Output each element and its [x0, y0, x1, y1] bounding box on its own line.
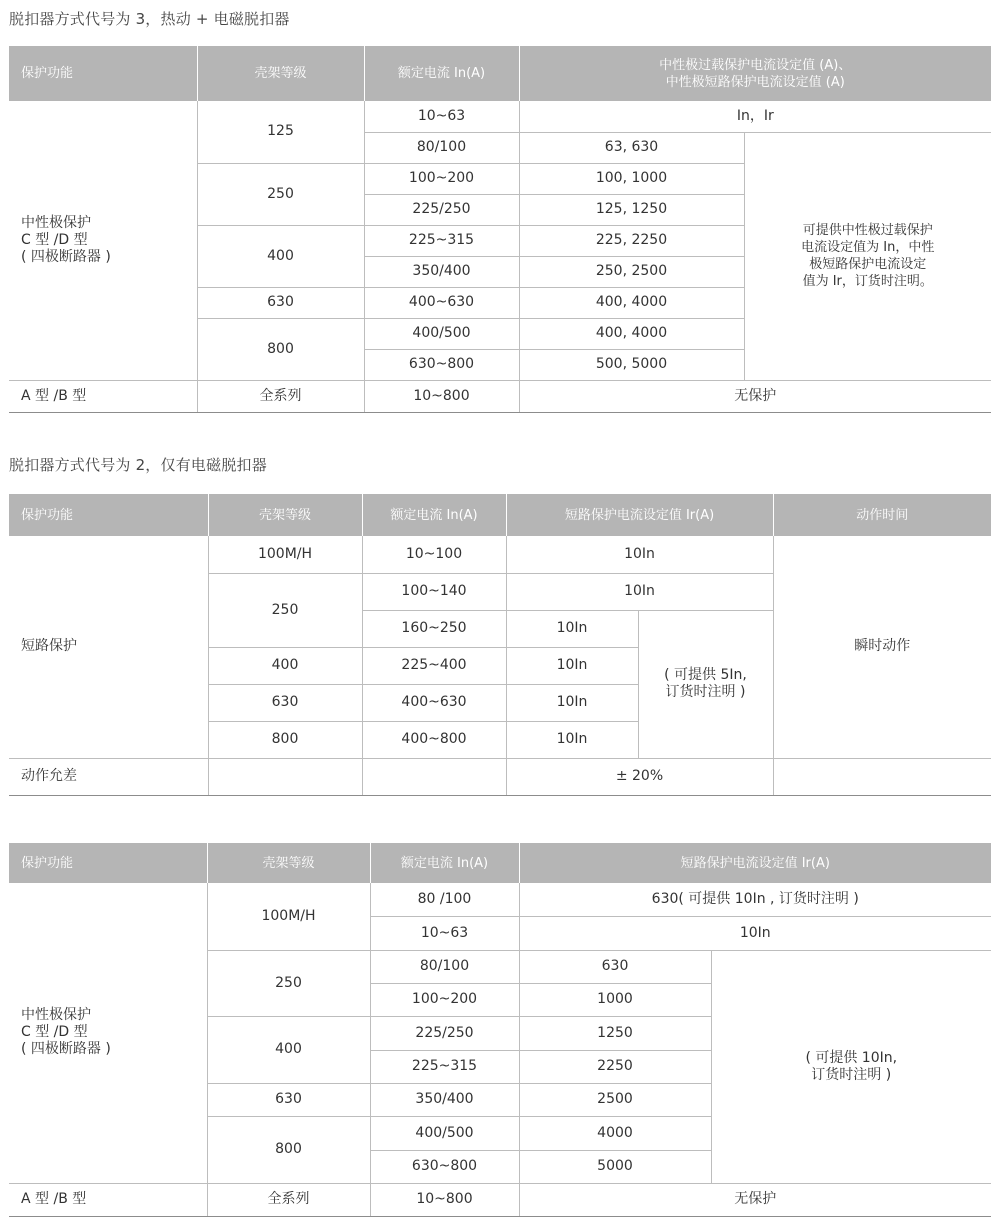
- table-row: [9, 380, 991, 412]
- current-cell: 350/400: [364, 256, 519, 287]
- current-cell: 225/250: [370, 1016, 519, 1050]
- setting-cell: 400, 4000: [519, 318, 744, 349]
- setting-cell: 630: [519, 950, 711, 983]
- setting-cell: In，Ir: [519, 101, 991, 132]
- current-cell: 400~630: [362, 684, 506, 721]
- setting-cell: 2500: [519, 1083, 711, 1116]
- setting-cell: 10In: [506, 647, 638, 684]
- setting-cell: 10In: [506, 721, 638, 758]
- current-cell: 225~315: [364, 225, 519, 256]
- setting-cell: 4000: [519, 1116, 711, 1150]
- tolerance-label: 动作允差: [9, 758, 208, 795]
- section2-title: 脱扣器方式代号为 2，仅有电磁脱扣器: [9, 456, 267, 474]
- setting-cell: 无保护: [519, 1183, 991, 1216]
- current-cell: 10~800: [364, 380, 519, 412]
- frame-cell: 630: [197, 287, 364, 318]
- empty-cell: [362, 758, 506, 795]
- current-cell: 80/100: [364, 132, 519, 163]
- setting-cell: 2250: [519, 1050, 711, 1083]
- protection-cell: 中性极保护 C 型 /D 型 ( 四极断路器 ): [9, 883, 207, 1183]
- protection-cell: A 型 /B 型: [9, 1183, 207, 1216]
- header-protection: 保护功能: [9, 843, 207, 883]
- current-cell: 10~100: [362, 536, 506, 573]
- frame-cell: 250: [207, 950, 370, 1016]
- table-row: [9, 1183, 991, 1216]
- note-cell: ( 可提供 10In, 订货时注明 ): [711, 950, 991, 1183]
- current-cell: 400/500: [370, 1116, 519, 1150]
- table-row: [9, 758, 991, 795]
- table-header-row: [9, 46, 991, 101]
- table-magnetic-only: [9, 494, 991, 796]
- frame-cell: 125: [197, 101, 364, 163]
- setting-cell: 630( 可提供 10In , 订货时注明 ): [519, 883, 991, 916]
- current-cell: 400~630: [364, 287, 519, 318]
- setting-cell: 250, 2500: [519, 256, 744, 287]
- frame-cell: 全系列: [207, 1183, 370, 1216]
- protection-cell: A 型 /B 型: [9, 380, 197, 412]
- setting-cell: 10In: [506, 610, 638, 647]
- frame-cell: 800: [197, 318, 364, 380]
- current-cell: 400/500: [364, 318, 519, 349]
- setting-cell: 225, 2250: [519, 225, 744, 256]
- current-cell: 10~800: [370, 1183, 519, 1216]
- current-cell: 10~63: [370, 916, 519, 950]
- frame-cell: 250: [208, 573, 362, 647]
- header-frame: 壳架等级: [207, 843, 370, 883]
- frame-cell: 630: [208, 684, 362, 721]
- setting-cell: 100, 1000: [519, 163, 744, 194]
- protection-cell: 中性极保护 C 型 /D 型 ( 四极断路器 ): [9, 101, 197, 380]
- current-cell: 630~800: [364, 349, 519, 380]
- table-neutral-short-circuit: [9, 843, 991, 1217]
- header-frame: 壳架等级: [197, 46, 364, 101]
- setting-cell: 400, 4000: [519, 287, 744, 318]
- setting-cell: 125, 1250: [519, 194, 744, 225]
- current-cell: 630~800: [370, 1150, 519, 1183]
- header-frame: 壳架等级: [208, 494, 362, 536]
- current-cell: 160~250: [362, 610, 506, 647]
- empty-cell: [773, 758, 991, 795]
- frame-cell: 400: [207, 1016, 370, 1083]
- setting-cell: 63, 630: [519, 132, 744, 163]
- empty-cell: [208, 758, 362, 795]
- frame-cell: 800: [207, 1116, 370, 1183]
- setting-cell: 10In: [506, 684, 638, 721]
- setting-cell: 10In: [519, 916, 991, 950]
- header-setting: 短路保护电流设定值 Ir(A): [519, 843, 991, 883]
- current-cell: 10~63: [364, 101, 519, 132]
- section1-title: 脱扣器方式代号为 3，热动 + 电磁脱扣器: [9, 10, 290, 28]
- current-cell: 80/100: [370, 950, 519, 983]
- frame-cell: 全系列: [197, 380, 364, 412]
- current-cell: 100~200: [364, 163, 519, 194]
- setting-cell: 5000: [519, 1150, 711, 1183]
- header-setting: 短路保护电流设定值 Ir(A): [506, 494, 773, 536]
- setting-cell: 10In: [506, 573, 773, 610]
- table-header-row: [9, 843, 991, 883]
- current-cell: 100~200: [370, 983, 519, 1016]
- header-protection: 保护功能: [9, 46, 197, 101]
- frame-cell: 100M/H: [207, 883, 370, 950]
- header-current: 额定电流 In(A): [370, 843, 519, 883]
- current-cell: 80 /100: [370, 883, 519, 916]
- table-row: [9, 101, 991, 132]
- tolerance-value: ± 20%: [506, 758, 773, 795]
- setting-cell: 1250: [519, 1016, 711, 1050]
- frame-cell: 400: [197, 225, 364, 287]
- table-header-row: [9, 494, 991, 536]
- setting-cell: 10In: [506, 536, 773, 573]
- protection-cell: 短路保护: [9, 536, 208, 758]
- header-current: 额定电流 In(A): [364, 46, 519, 101]
- table-row: [9, 883, 991, 916]
- current-cell: 225/250: [364, 194, 519, 225]
- current-cell: 350/400: [370, 1083, 519, 1116]
- note-cell: 可提供中性极过载保护 电流设定值为 In，中性 极短路保护电流设定 值为 Ir，订货时注明。: [744, 132, 991, 380]
- table-row: [9, 536, 991, 573]
- header-protection: 保护功能: [9, 494, 208, 536]
- action-time-cell: 瞬时动作: [773, 536, 991, 758]
- header-setting: 中性极过载保护电流设定值 (A)、 中性极短路保护电流设定值 (A): [519, 46, 991, 101]
- frame-cell: 400: [208, 647, 362, 684]
- current-cell: 400~800: [362, 721, 506, 758]
- frame-cell: 100M/H: [208, 536, 362, 573]
- frame-cell: 630: [207, 1083, 370, 1116]
- header-action-time: 动作时间: [773, 494, 991, 536]
- setting-cell: 500, 5000: [519, 349, 744, 380]
- note-cell: ( 可提供 5In, 订货时注明 ): [638, 610, 773, 758]
- table-thermal-magnetic: [9, 46, 991, 413]
- frame-cell: 250: [197, 163, 364, 225]
- setting-cell: 1000: [519, 983, 711, 1016]
- current-cell: 225~315: [370, 1050, 519, 1083]
- setting-cell: 无保护: [519, 380, 991, 412]
- frame-cell: 800: [208, 721, 362, 758]
- current-cell: 225~400: [362, 647, 506, 684]
- current-cell: 100~140: [362, 573, 506, 610]
- header-current: 额定电流 In(A): [362, 494, 506, 536]
